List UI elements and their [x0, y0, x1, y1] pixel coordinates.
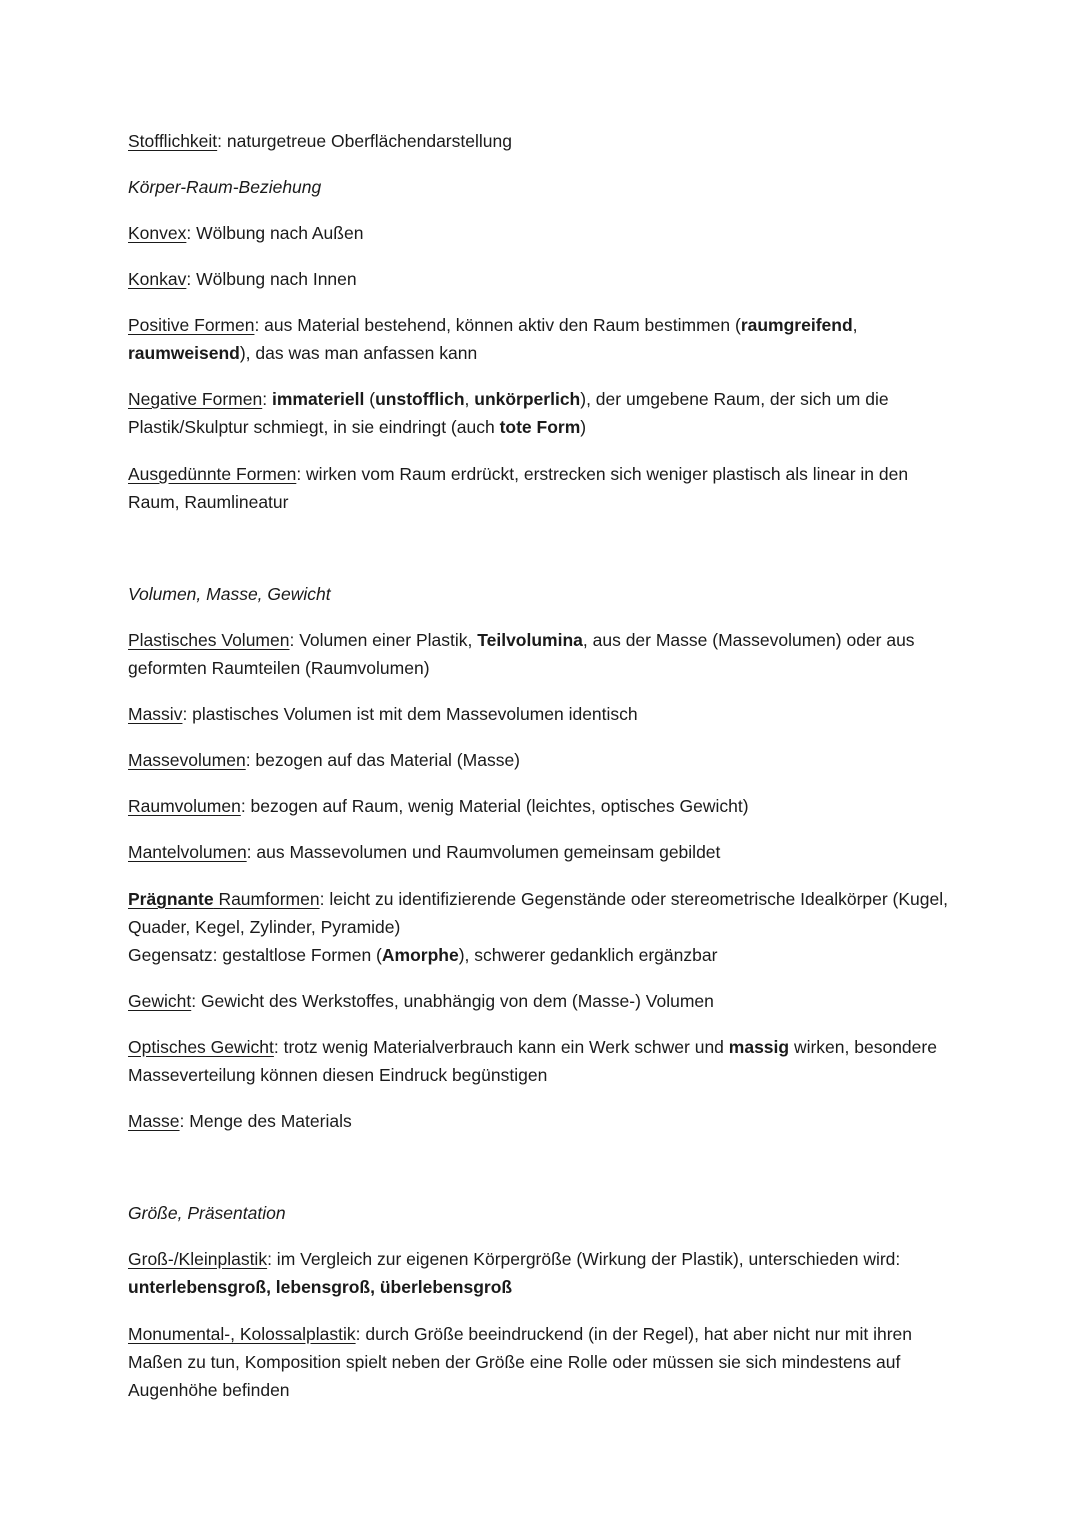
- bold-keyword: massig: [728, 1037, 790, 1057]
- bold-keyword: unstofflich: [375, 389, 465, 409]
- bold-keyword: unterlebensgroß, lebensgroß, überlebensgroß: [128, 1277, 513, 1297]
- entry-massiv: [128, 700, 958, 728]
- term-label: Masse: [128, 1111, 180, 1131]
- bold-keyword: immateriell: [271, 389, 365, 409]
- definition-text: (: [364, 389, 376, 409]
- term-definition: : wirken vom Raum erdrückt, erstrecken sich weniger plastisch als linear in den Raum, Raumlineatur: [128, 464, 909, 512]
- definition-text: : trotz wenig Materialverbrauch kann ein Werk schwer und: [273, 1037, 729, 1057]
- section-heading-koerper-raum: Körper-Raum-Beziehung: [128, 177, 322, 197]
- entry-ausgeduennte-formen: [128, 460, 958, 516]
- term-label: Konkav: [128, 269, 187, 289]
- definition-text: Gegensatz: gestaltlose Formen (: [128, 945, 382, 965]
- entry-massevolumen: [128, 746, 958, 774]
- definition-text: ), schwerer gedanklich ergänzbar: [458, 945, 718, 965]
- entry-plastisches-volumen: [128, 626, 958, 682]
- entry-mantelvolumen: [128, 838, 958, 866]
- definition-text: ,: [852, 315, 858, 335]
- definition-text: : leicht zu identifizierende Gegenstände oder stereometrische Idealkörper (Kugel, Quader, Kegel, Zylinder, Pyramide): [128, 889, 949, 937]
- term-definition: : aus Massevolumen und Raumvolumen gemeinsam gebildet: [246, 842, 721, 862]
- definition-text: : aus Material bestehend, können aktiv den Raum bestimmen (: [254, 315, 741, 335]
- definition-text: ), das was man anfassen kann: [239, 343, 478, 363]
- term-label: Gewicht: [128, 991, 192, 1011]
- definition-text: : im Vergleich zur eigenen Körpergröße (Wirkung der Plastik), unterschieden wird:: [267, 1249, 901, 1269]
- term-label: Groß-/Kleinplastik: [128, 1249, 268, 1269]
- definition-text: wirken, besondere Masseverteilung können diesen Eindruck begünstigen: [128, 1037, 937, 1085]
- term-definition: : Menge des Materials: [179, 1111, 352, 1131]
- term-label: Positive Formen: [128, 315, 255, 335]
- definition-text: ): [580, 417, 587, 437]
- entry-gross-kleinplastik: [128, 1245, 958, 1301]
- entry-gewicht: [128, 987, 958, 1015]
- term-definition: : durch Größe beeindruckend (in der Regel), hat aber nicht nur mit ihren Maßen zu tun, Komposition spielt neben der Größe eine Rolle oder müssen sie sich mindestens auf Augenhöhe befinden: [128, 1324, 913, 1400]
- term-label: Negative Formen: [128, 389, 263, 409]
- term-label: Monumental-, Kolossalplastik: [128, 1324, 356, 1344]
- term-definition: : Wölbung nach Außen: [186, 223, 364, 243]
- entry-positive-formen: [128, 311, 958, 367]
- term-definition: : naturgetreue Oberflächendarstellung: [217, 131, 512, 151]
- entry-praegnante-raumformen: [128, 885, 958, 969]
- entry-konkav: [128, 265, 958, 293]
- bold-keyword: Amorphe: [381, 945, 459, 965]
- definition-text: ), der umgebene Raum, der sich um die Plastik/Skulptur schmiegt, in sie eindringt (auch: [128, 389, 889, 437]
- entry-konvex: [128, 219, 958, 247]
- entry-stofflichkeit: [128, 127, 958, 155]
- entry-masse: [128, 1107, 958, 1135]
- term-definition: : Gewicht des Werkstoffes, unabhängig von dem (Masse-) Volumen: [191, 991, 714, 1011]
- term-label: Ausgedünnte Formen: [128, 464, 297, 484]
- term-label: Stofflichkeit: [128, 131, 218, 151]
- entry-negative-formen: [128, 385, 958, 441]
- term-definition: : Wölbung nach Innen: [186, 269, 357, 289]
- term-label-rest: Raumformen: [213, 889, 320, 909]
- definition-text: , aus der Masse (Massevolumen) oder aus geformten Raumteilen (Raumvolumen): [128, 630, 915, 678]
- term-definition: : bezogen auf das Material (Masse): [245, 750, 521, 770]
- bold-keyword: Teilvolumina: [477, 630, 583, 650]
- definition-text: :: [262, 389, 272, 409]
- term-label: Plastisches Volumen: [128, 630, 290, 650]
- bold-keyword: Prägnante: [128, 889, 214, 909]
- term-label: Optisches Gewicht: [128, 1037, 274, 1057]
- section-heading-volumen: Volumen, Masse, Gewicht: [128, 584, 331, 604]
- definition-text: : Volumen einer Plastik,: [289, 630, 478, 650]
- bold-keyword: raumgreifend: [740, 315, 853, 335]
- bold-keyword: unkörperlich: [474, 389, 581, 409]
- term-definition: : bezogen auf Raum, wenig Material (leichtes, optisches Gewicht): [240, 796, 749, 816]
- term-label: Raumvolumen: [128, 796, 241, 816]
- definition-text: ,: [464, 389, 475, 409]
- term-label: Massevolumen: [128, 750, 246, 770]
- term-definition: : plastisches Volumen ist mit dem Massevolumen identisch: [182, 704, 638, 724]
- entry-optisches-gewicht: [128, 1033, 958, 1089]
- term-label: Mantelvolumen: [128, 842, 247, 862]
- bold-keyword: tote Form: [499, 417, 581, 437]
- term-label: Konvex: [128, 223, 187, 243]
- section-heading-groesse: Größe, Präsentation: [128, 1203, 286, 1223]
- entry-monumentalplastik: [128, 1320, 958, 1404]
- term-label: Massiv: [128, 704, 183, 724]
- term-label: [128, 889, 320, 909]
- bold-keyword: raumweisend: [128, 343, 240, 363]
- entry-raumvolumen: [128, 792, 958, 820]
